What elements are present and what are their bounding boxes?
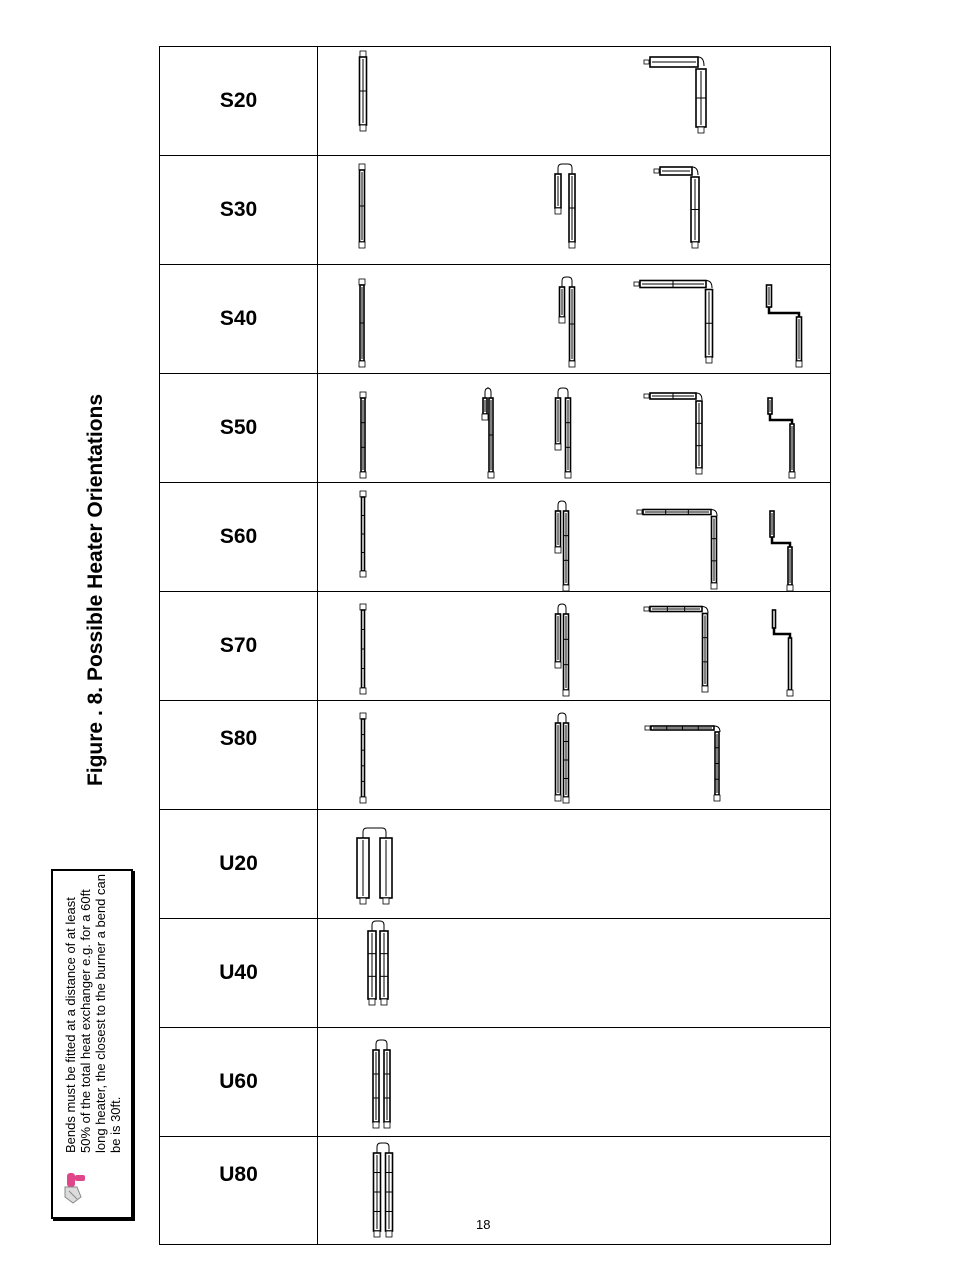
heater-drawing-cell bbox=[318, 374, 831, 483]
heater-orientation-drawing bbox=[318, 1028, 830, 1136]
note-box bbox=[51, 869, 133, 1219]
heater-drawing-cell bbox=[318, 810, 831, 919]
row-label: S70 bbox=[160, 592, 318, 701]
pencil-hand-icon bbox=[59, 1171, 91, 1205]
note-text: Bends must be fitted at a distance of at least 50% of the total heat exchanger e.g. for a 60ft long heater, the closest to the burner a bend can be is 30ft. bbox=[63, 874, 123, 1153]
heater-orientation-drawing bbox=[318, 156, 830, 264]
heater-drawing-cell bbox=[318, 156, 831, 265]
page-number: 18 bbox=[476, 1217, 491, 1232]
heater-orientation-drawing bbox=[318, 919, 830, 1027]
row-label: S80 bbox=[160, 701, 318, 810]
heater-orientation-drawing bbox=[318, 1137, 830, 1244]
heater-orientation-drawing bbox=[318, 374, 830, 482]
orientation-table bbox=[159, 46, 831, 1245]
row-label: S50 bbox=[160, 374, 318, 483]
heater-drawing-cell bbox=[318, 483, 831, 592]
heater-drawing-cell bbox=[318, 265, 831, 374]
heater-orientation-drawing bbox=[318, 810, 830, 918]
table-row bbox=[160, 1137, 831, 1245]
table-row bbox=[160, 810, 831, 919]
row-label: U60 bbox=[160, 1028, 318, 1137]
row-label: S20 bbox=[160, 47, 318, 156]
heater-drawing-cell bbox=[318, 701, 831, 810]
heater-drawing-cell bbox=[318, 919, 831, 1028]
row-label: S40 bbox=[160, 265, 318, 374]
heater-drawing-cell bbox=[318, 47, 831, 156]
table-row bbox=[160, 701, 831, 810]
heater-drawing-cell bbox=[318, 1137, 831, 1245]
heater-orientation-drawing bbox=[318, 265, 830, 373]
table-row bbox=[160, 265, 831, 374]
table-row bbox=[160, 592, 831, 701]
row-label: S30 bbox=[160, 156, 318, 265]
heater-orientation-drawing bbox=[318, 701, 830, 809]
table-row bbox=[160, 483, 831, 592]
row-label: S60 bbox=[160, 483, 318, 592]
row-label: U40 bbox=[160, 919, 318, 1028]
heater-orientation-drawing bbox=[318, 483, 830, 591]
row-label: U20 bbox=[160, 810, 318, 919]
table-row bbox=[160, 374, 831, 483]
row-label: U80 bbox=[160, 1137, 318, 1245]
heater-orientation-drawing bbox=[318, 592, 830, 700]
figure-title: Figure . 8. Possible Heater Orientations bbox=[84, 393, 107, 787]
table-row bbox=[160, 1028, 831, 1137]
table-row bbox=[160, 47, 831, 156]
heater-drawing-cell bbox=[318, 1028, 831, 1137]
heater-orientation-drawing bbox=[318, 47, 830, 155]
table-row bbox=[160, 919, 831, 1028]
table-row bbox=[160, 156, 831, 265]
heater-drawing-cell bbox=[318, 592, 831, 701]
